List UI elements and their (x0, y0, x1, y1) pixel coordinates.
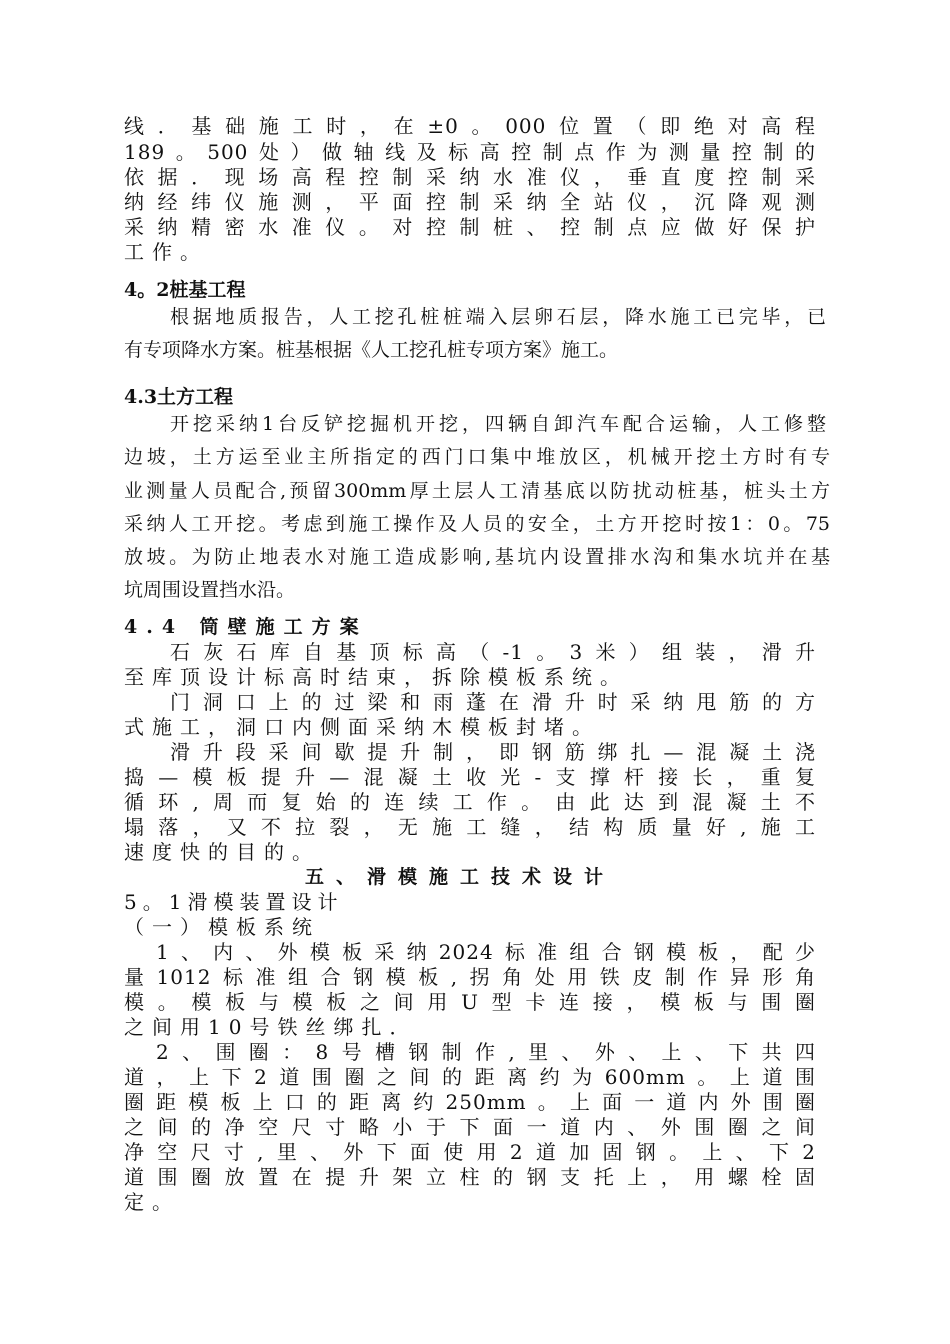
text-line: 采纳人工开挖。考虑到施工操作及人员的安全，土方开挖时按1：0。75 (124, 513, 830, 535)
text-line: 捣—模板提升—混凝土收光-支撑杆接长，重复 (124, 765, 816, 789)
text-line: 之间的净空尺寸略小于下面一道内、外围圈之间 (124, 1115, 816, 1139)
text-line: 纳经纬仪施测，平面控制采纳全站仪，沉降观测 (124, 190, 816, 214)
text-line: 2、围圈：8号槽钢制作,里、外、上、下共四 (156, 1040, 816, 1064)
text-line: 滑升段采间歇提升制，即钢筋绑扎—混凝土浇 (170, 740, 816, 764)
text-line: 石灰石库自基顶标高（-1。3米）组装，滑升 (170, 640, 816, 664)
text-line: 净空尺寸,里、外下面使用2道加固钢。上、下2 (124, 1140, 816, 1164)
text-line: 速度快的目的。 (124, 840, 320, 864)
text-line: 边坡，土方运至业主所指定的西门口集中堆放区，机械开挖土方时有专 (124, 446, 830, 468)
text-line: 模。模板与模板之间用U型卡连接，模板与围圈 (124, 990, 816, 1014)
subsection-heading-formwork: （一）模板系统 (124, 915, 320, 939)
section-heading-4-2: 4。2桩基工程 (124, 279, 246, 301)
text-line: 开挖采纳1台反铲挖掘机开挖，四辆自卸汽车配合运输，人工修整 (170, 413, 826, 435)
text-line: 道，上下2道围圈之间的距离约为600mm。上道围 (124, 1065, 816, 1089)
section-heading-4-4: 4.4 筒壁施工方案 (124, 616, 368, 638)
text-line: 式施工，洞口内侧面采纳木模板封堵。 (124, 715, 600, 739)
text-line: 定。 (124, 1190, 180, 1214)
text-line: 采纳精密水准仪。对控制桩、控制点应做好保护 (124, 215, 816, 239)
text-line: 业测量人员配合,预留300mm厚土层人工清基底以防扰动桩基，桩头土方 (124, 480, 830, 502)
text-line: 坑周围设置挡水沿。 (124, 579, 296, 601)
text-line: 工作。 (124, 240, 208, 264)
text-line: 有专项降水方案。桩基根据《人工挖孔桩专项方案》施工。 (124, 339, 619, 361)
text-line: 至库顶设计标高时结束，拆除模板系统。 (124, 665, 628, 689)
text-line: 线．基础施工时，在±0。000位置（即绝对高程 (124, 114, 816, 138)
text-line: 1、内、外模板采纳2024标准组合钢模板，配少 (156, 940, 816, 964)
text-line: 依据．现场高程控制采纳水准仪，垂直度控制采 (124, 165, 816, 189)
text-line: 圈距模板上口的距离约250mm。上面一道内外围圈 (124, 1090, 816, 1114)
text-line: 之间用10号铁丝绑扎． (124, 1015, 418, 1039)
text-line: 189。500处）做轴线及标高控制点作为测量控制的 (124, 140, 816, 164)
text-line: 根据地质报告，人工挖孔桩桩端入层卵石层，降水施工已完毕，已 (170, 306, 826, 328)
text-line: 量1012标准组合钢模板,拐角处用铁皮制作异形角 (124, 965, 816, 989)
text-line: 塌落，又不拉裂，无施工缝，结构质量好,施工 (124, 815, 816, 839)
text-line: 门洞口上的过梁和雨蓬在滑升时采纳甩筋的方 (170, 690, 816, 714)
section-heading-4-3: 4.3土方工程 (124, 386, 234, 408)
section-heading-5-1: 5。1滑模装置设计 (124, 890, 344, 914)
text-line: 循环,周而复始的连续工作。由此达到混凝土不 (124, 790, 816, 814)
text-line: 放坡。为防止地表水对施工造成影响,基坑内设置排水沟和集水坑并在基 (124, 546, 830, 568)
chapter-heading-5: 五、滑模施工技术设计 (305, 866, 616, 888)
text-line: 道围圈放置在提升架立柱的钢支托上，用螺栓固 (124, 1165, 816, 1189)
